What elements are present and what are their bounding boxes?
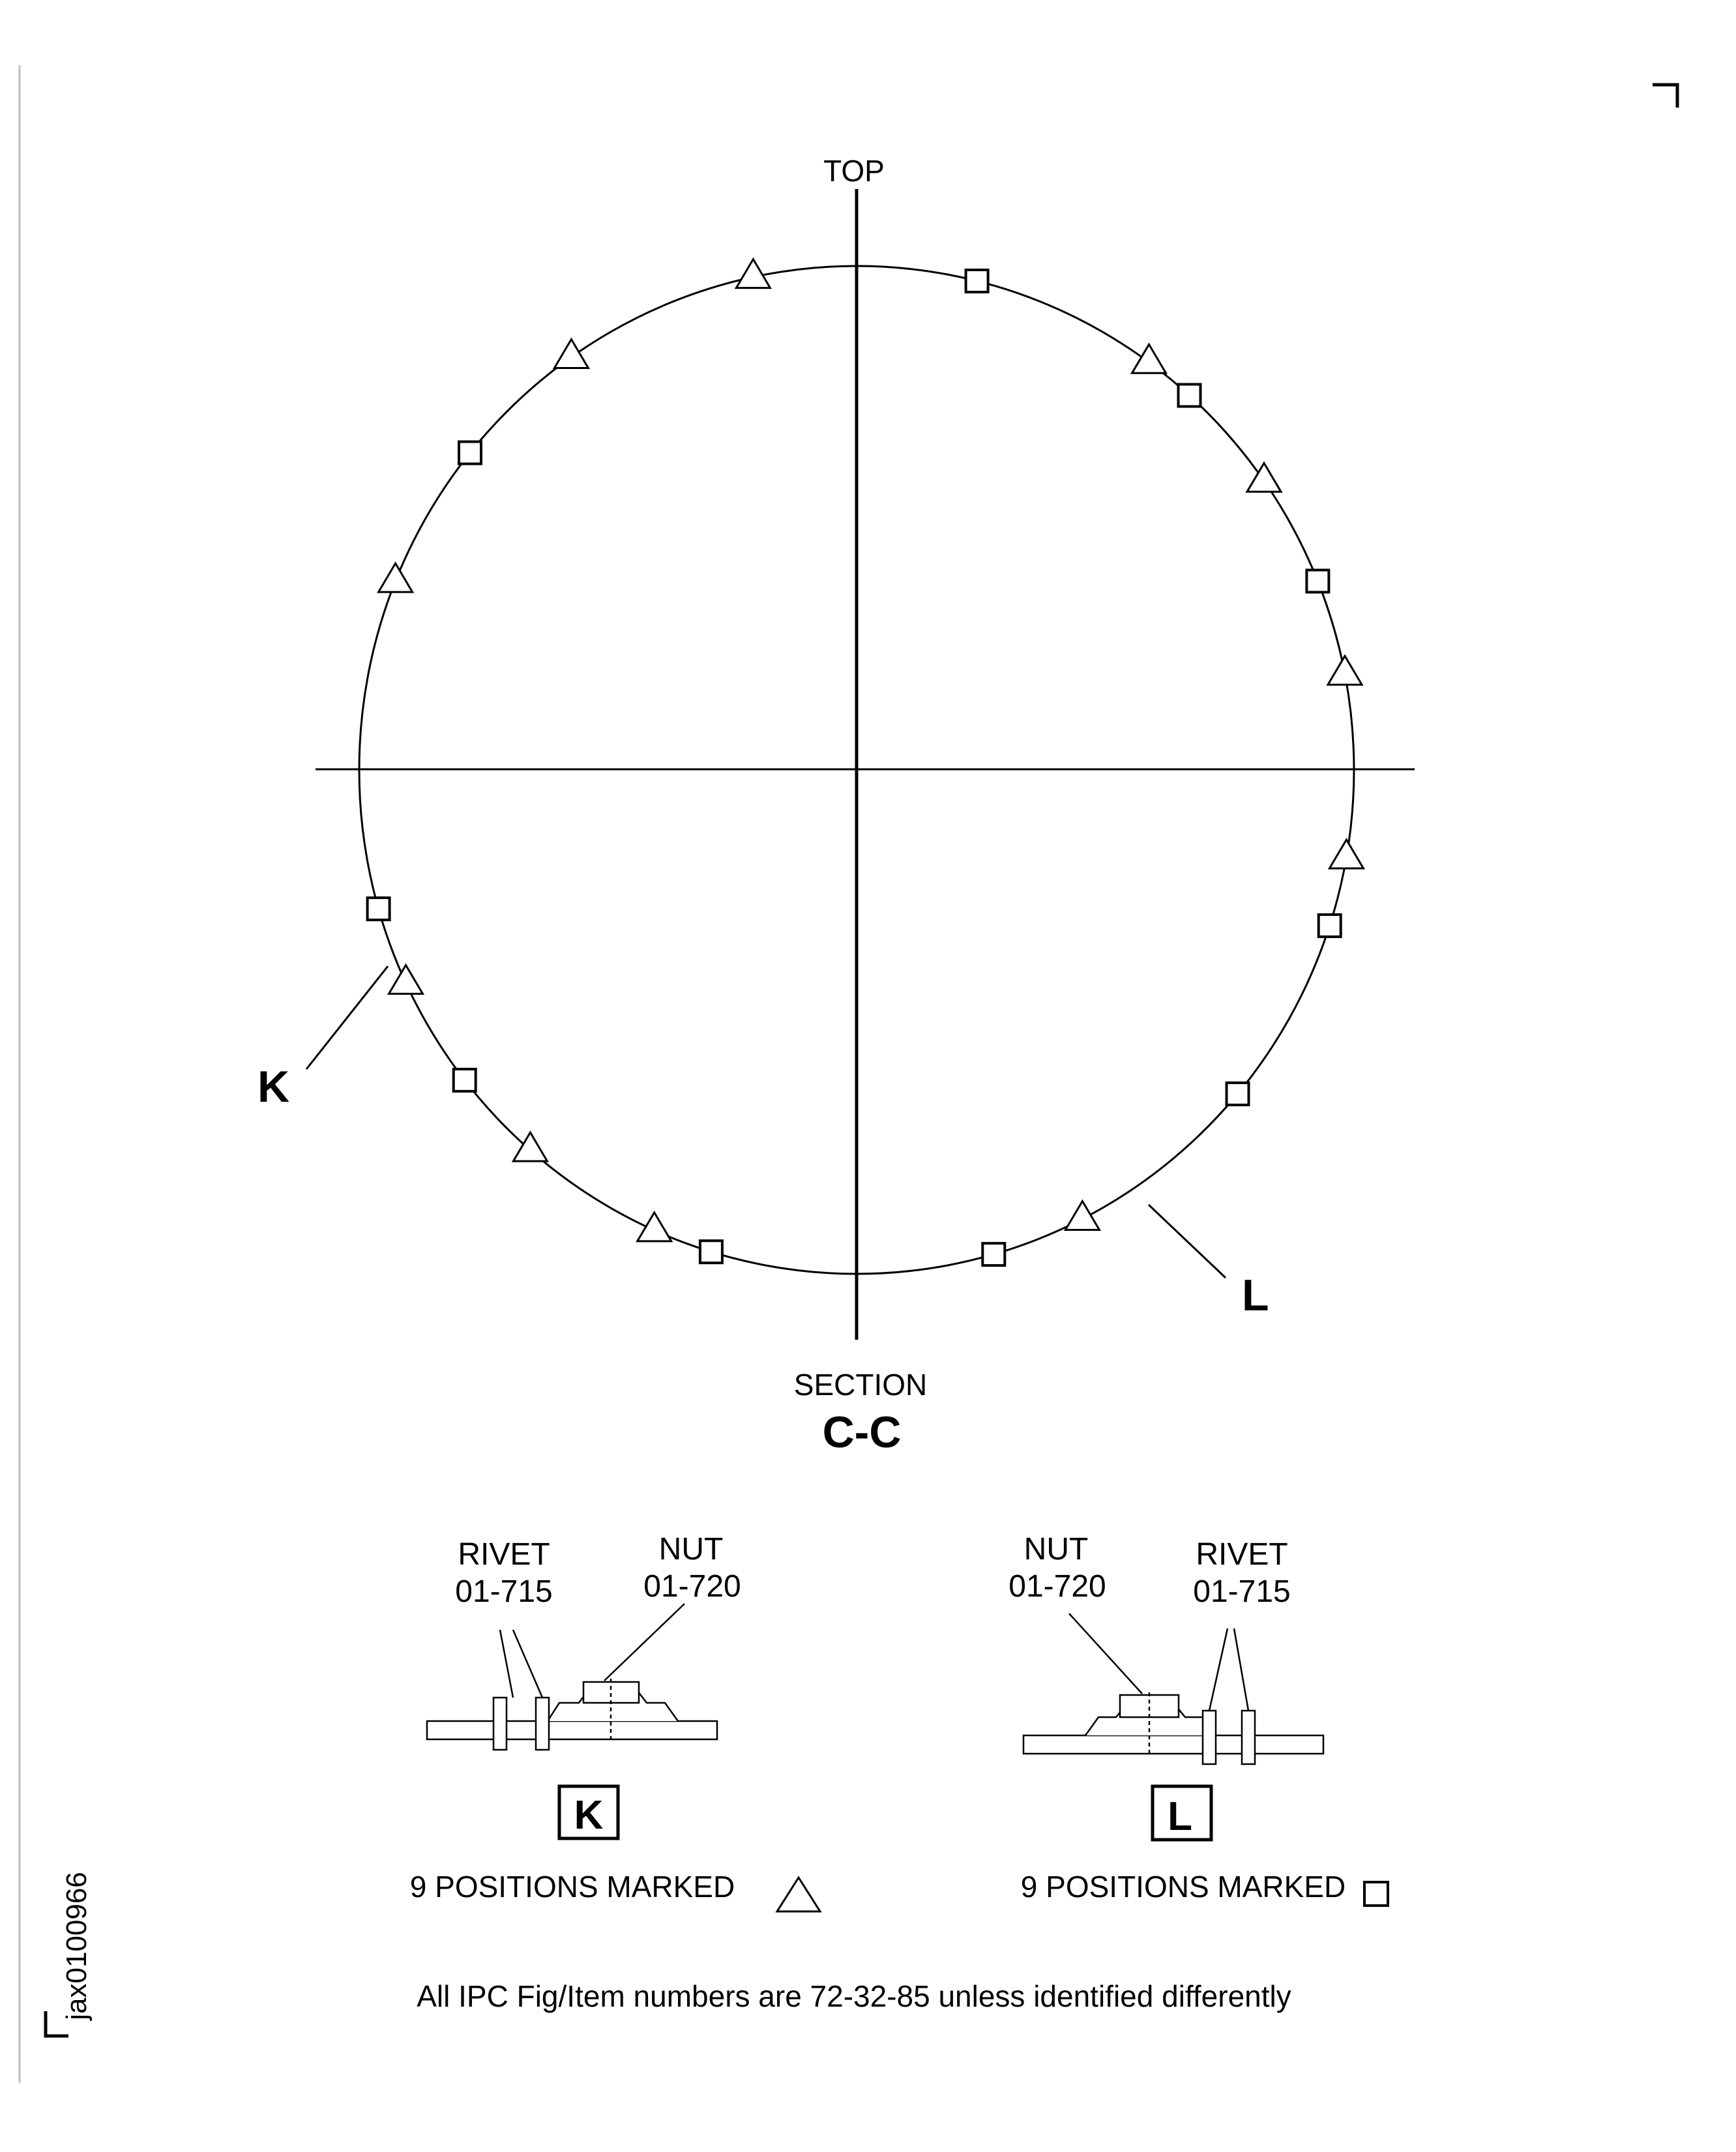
triangle-marker-icon-9 [379,563,413,592]
detail-k-rivet-leader-1 [500,1630,513,1698]
detail-k-letter: K [574,1793,604,1838]
triangle-marker-icon-8 [389,965,423,994]
detail-k-nut-label: NUT [658,1532,724,1567]
triangle-marker-icon-1 [1132,344,1166,373]
detail-l-rivet-leader-2 [1234,1629,1248,1711]
square-marker-icon-2 [1179,385,1201,407]
detail-l-letter: L [1168,1794,1192,1839]
callout-k-label: K [257,1062,290,1112]
detail-l-positions-text: 9 POSITIONS MARKED [1020,1870,1346,1904]
detail-l-nut-body [1120,1695,1179,1717]
detail-l-nut-number: 01-720 [1008,1569,1106,1604]
square-marker-icon-8 [454,1069,476,1091]
callout-l-label: L [1242,1271,1269,1320]
top-label: TOP [823,154,885,188]
detail-l-nut-leader [1069,1614,1142,1694]
square-marker-icon [1364,1882,1388,1906]
detail-l-rivet-leader-1 [1209,1629,1228,1711]
triangle-marker-icon-2 [1247,463,1281,492]
position-markers [368,259,1364,1266]
detail-k [410,1532,820,1911]
detail-k-rivet-leader-2 [513,1630,542,1698]
detail-l [1008,1532,1388,1906]
detail-l-joint-sketch [1023,1614,1323,1764]
square-marker-icon-5 [1227,1083,1249,1105]
ipc-note: All IPC Fig/Item numbers are 72-32-85 unless identified differently [417,1979,1291,2013]
section-view [257,154,1415,1457]
triangle-marker-icon-4 [1329,840,1363,868]
detail-k-rivet-number: 01-715 [455,1574,553,1609]
triangle-marker-icon-5 [1065,1201,1099,1230]
triangle-marker-icon-10 [554,340,588,368]
top-right-corner-mark [1653,85,1677,108]
detail-l-rivet-1 [1203,1711,1216,1764]
detail-k-joint-sketch [427,1604,717,1750]
detail-k-nut-number: 01-720 [643,1569,741,1604]
square-marker-icon-7 [700,1241,722,1263]
square-marker-icon-9 [368,898,390,920]
square-marker-icon-1 [966,270,988,292]
detail-l-rivet-2 [1242,1711,1255,1764]
square-marker-icon-10 [459,442,481,464]
triangle-marker-icon [777,1878,820,1911]
detail-k-rivet-2 [536,1698,549,1750]
detail-k-rivet-1 [493,1698,507,1750]
detail-l-rivet-label: RIVET [1196,1537,1288,1572]
detail-l-skin-plate [1023,1735,1323,1754]
triangle-marker-icon-3 [1328,656,1362,685]
detail-k-positions-text: 9 POSITIONS MARKED [409,1870,735,1904]
callout-l-leader [1149,1205,1226,1278]
detail-k-rivet-label: RIVET [458,1537,550,1572]
callout-k-leader [306,966,388,1069]
detail-l-rivet-number: 01-715 [1193,1574,1291,1609]
square-marker-icon-6 [982,1243,1005,1265]
square-marker-icon-3 [1306,570,1329,592]
triangle-marker-icon-6 [638,1213,671,1241]
figure-id: jax0100966 [61,1872,93,2020]
detail-k-nut-body [583,1682,639,1703]
section-id: C-C [822,1408,902,1457]
section-word: SECTION [793,1368,928,1402]
triangle-marker-icon-7 [513,1132,547,1161]
square-marker-icon-4 [1319,915,1341,937]
detail-k-nut-leader [604,1604,684,1681]
detail-l-nut-label: NUT [1023,1532,1089,1567]
detail-k-skin-plate [427,1721,717,1739]
